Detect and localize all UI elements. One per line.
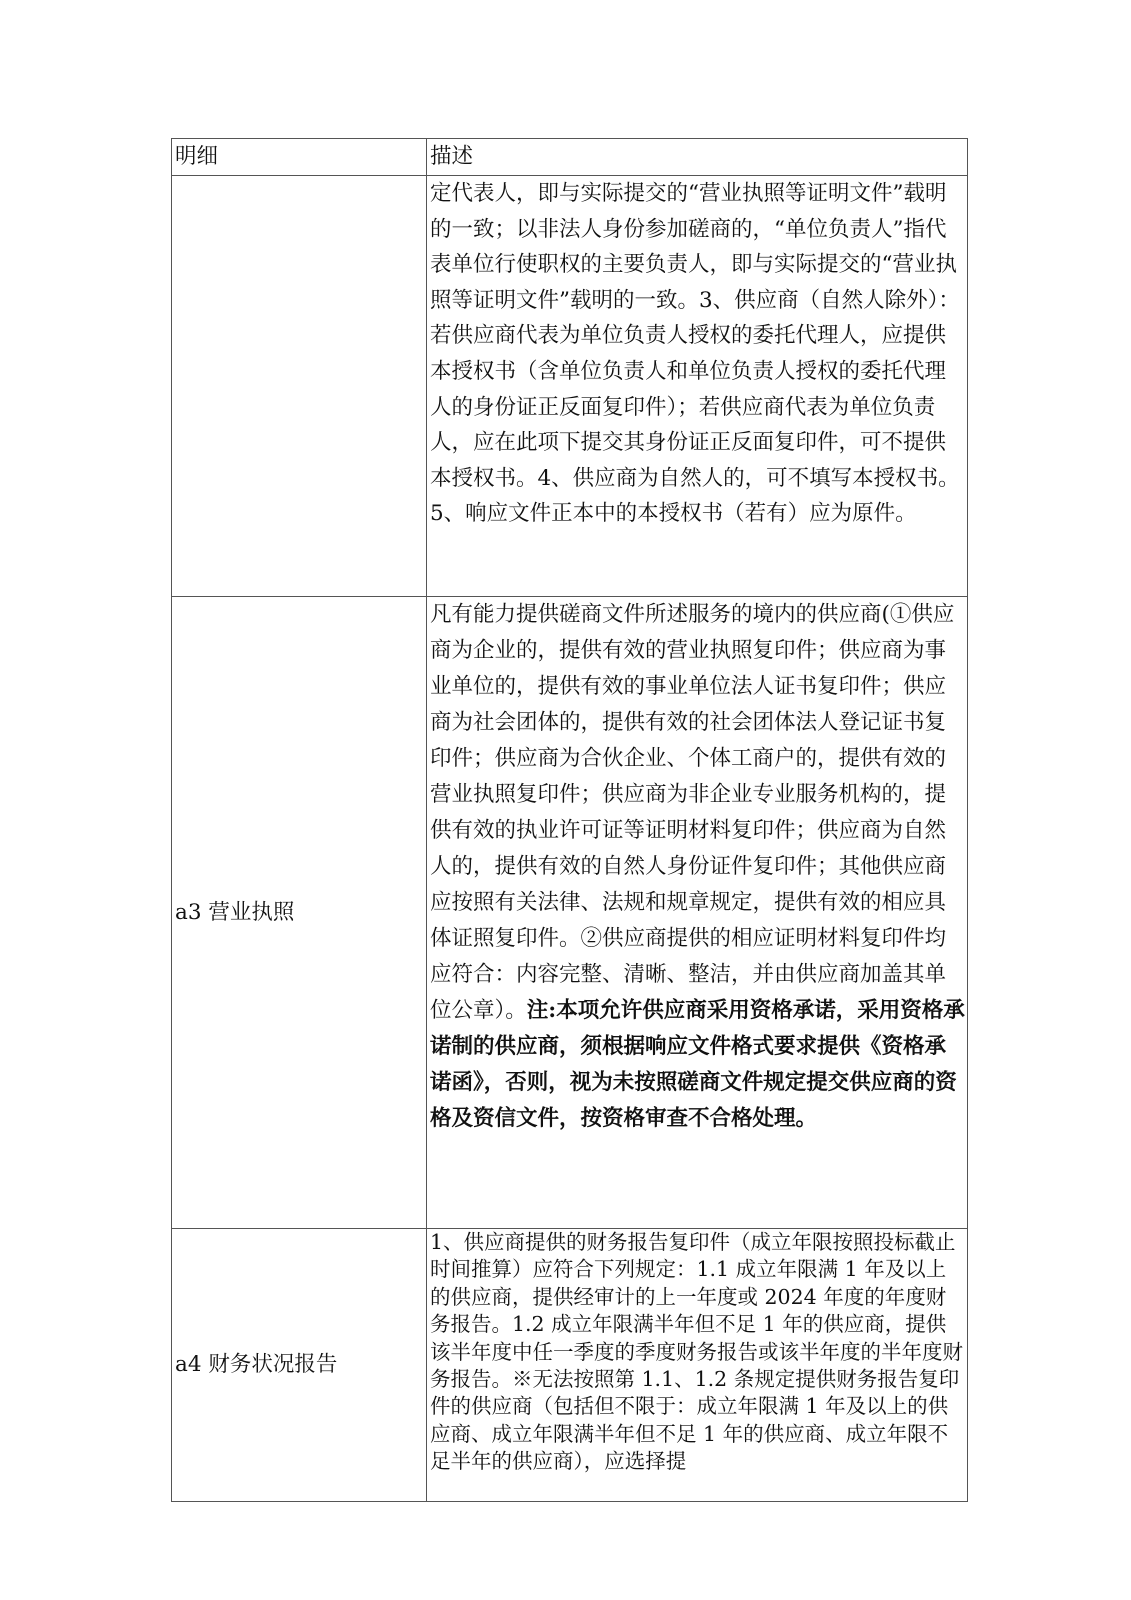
row-description: 定代表人，即与实际提交的“营业执照等证明文件”载明的一致；以非法人身份参加磋商的，“单位负责人”指代表单位行使职权的主要负责人，即与实际提交的“营业执照等证明文件”载明的一致。3、供应商（自然人除外）：若供应商代表为单位负责人授权的委托代理人，应提供本授权书（含单位负责人和单位负责人授权的委托代理人的身份证正反面复印件）；若供应商代表为单位负责人，应在此项下提交其身份证正反面复印件，可不提供本授权书。4、供应商为自然人的，可不填写本授权书。5、响应文件正本中的本授权书（若有）应为原件。 bbox=[427, 176, 968, 597]
table-row bbox=[172, 597, 968, 1229]
table-row bbox=[172, 1229, 968, 1502]
table-header-row bbox=[172, 139, 968, 176]
row-name: a3 营业执照 bbox=[172, 597, 427, 1229]
row-name bbox=[172, 176, 427, 597]
row-description-cell bbox=[427, 597, 968, 1229]
requirements-table bbox=[171, 138, 968, 1502]
table-row bbox=[172, 176, 968, 597]
row-description: 1、供应商提供的财务报告复印件（成立年限按照投标截止时间推算）应符合下列规定：1.1 成立年限满 1 年及以上的供应商，提供经审计的上一年度或 2024 年度的年度财务报告。1.2 成立年限满半年但不足 1 年的供应商，提供该半年度中任一季度的季度财务报告或该半年度的半年度财务报告。※无法按照第 1.1、1.2 条规定提供财务报告复印件的供应商（包括但不限于：成立年限满 1 年及以上的供应商、成立年限满半年但不足 1 年的供应商、成立年限不足半年的供应商），应选择提 bbox=[427, 1229, 968, 1502]
header-detail: 明细 bbox=[172, 139, 427, 176]
header-description: 描述 bbox=[427, 139, 968, 176]
row-description: 凡有能力提供磋商文件所述服务的境内的供应商(①供应商为企业的，提供有效的营业执照复印件；供应商为事业单位的，提供有效的事业单位法人证书复印件；供应商为社会团体的，提供有效的社会团体法人登记证书复印件；供应商为合伙企业、个体工商户的，提供有效的营业执照复印件；供应商为非企业专业服务机构的，提供有效的执业许可证等证明材料复印件；供应商为自然人的，提供有效的自然人身份证件复印件；其他供应商应按照有关法律、法规和规章规定，提供有效的相应具体证照复印件。②供应商提供的相应证明材料复印件均应符合：内容完整、清晰、整洁，并由供应商加盖其单位公章）。 bbox=[430, 602, 955, 1023]
qualification-note: 注:本项允许供应商采用资格承诺，采用资格承诺制的供应商，须根据响应文件格式要求提供《资格承诺函》，否则，视为未按照磋商文件规定提交供应商的资格及资信文件，按资格审查不合格处理。 bbox=[430, 998, 965, 1131]
row-name: a4 财务状况报告 bbox=[172, 1229, 427, 1502]
